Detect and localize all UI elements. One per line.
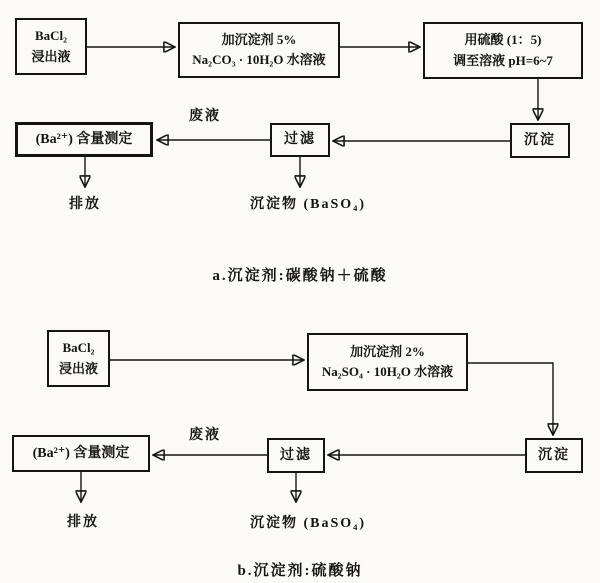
flow-b-measure-box — [12, 435, 150, 472]
flow-a-waste-label: 废液 — [189, 109, 221, 124]
flow-a-settle-label: 沉淀 — [524, 132, 556, 148]
flow-a-source-line2: 浸出液 — [31, 48, 71, 64]
arrow-b-precipitant-to-settle — [468, 363, 553, 434]
flow-a-discharge-label: 排放 — [69, 197, 101, 212]
flow-a-caption: a.沉淀剂:碳酸钠＋硫酸 — [212, 268, 388, 284]
flow-a-acid-box — [423, 22, 583, 79]
flow-b-settle-label: 沉淀 — [538, 447, 570, 463]
flow-b-caption: b.沉淀剂:硫酸钠 — [237, 563, 363, 579]
flow-b-source-line2: 浸出液 — [58, 360, 98, 376]
flow-a-measure-box — [15, 122, 153, 157]
flow-b-precipitate-label: 沉淀物 (BaSO₄) — [250, 516, 367, 531]
flow-b-filter-label: 过滤 — [280, 447, 312, 463]
flow-a-precipitate-label: 沉淀物 (BaSO₄) — [250, 197, 367, 212]
flow-b-measure-label: (Ba²⁺) 含量测定 — [32, 445, 130, 461]
flow-b-waste-label: 废液 — [189, 428, 221, 443]
flow-a-source-box — [15, 18, 87, 75]
flow-a-filter-label: 过滤 — [284, 132, 316, 148]
flow-b-precipitant-box — [307, 333, 468, 391]
flow-b-discharge-label: 排放 — [67, 515, 99, 530]
flow-a-filter-box — [270, 123, 330, 157]
flow-a-acid-line1: 用硫酸 (1：5) — [464, 32, 542, 48]
flow-b-source-line1: BaCl₂ — [62, 340, 95, 356]
flow-a-precipitant-line2: Na₂CO₃ · 10H₂O 水溶液 — [192, 52, 326, 67]
flow-a-source-line1: BaCl₂ — [34, 28, 68, 44]
flow-a-precipitant-box — [178, 22, 340, 78]
flow-a-precipitant-line1: 加沉淀剂 5% — [221, 31, 297, 47]
flow-b-precipitant-line2: Na₂SO₄ · 10H₂O 水溶液 — [321, 364, 454, 379]
flow-b-filter-box — [267, 438, 325, 473]
flow-b-source-box — [47, 330, 110, 387]
flow-b-settle-box — [525, 438, 583, 473]
flow-a-settle-box — [510, 123, 570, 158]
flow-a-measure-label: (Ba²⁺) 含量测定 — [35, 131, 133, 147]
flow-a-acid-line2: 调至溶液 pH=6~7 — [453, 52, 553, 68]
flow-b-precipitant-line1: 加沉淀剂 2% — [350, 343, 425, 359]
